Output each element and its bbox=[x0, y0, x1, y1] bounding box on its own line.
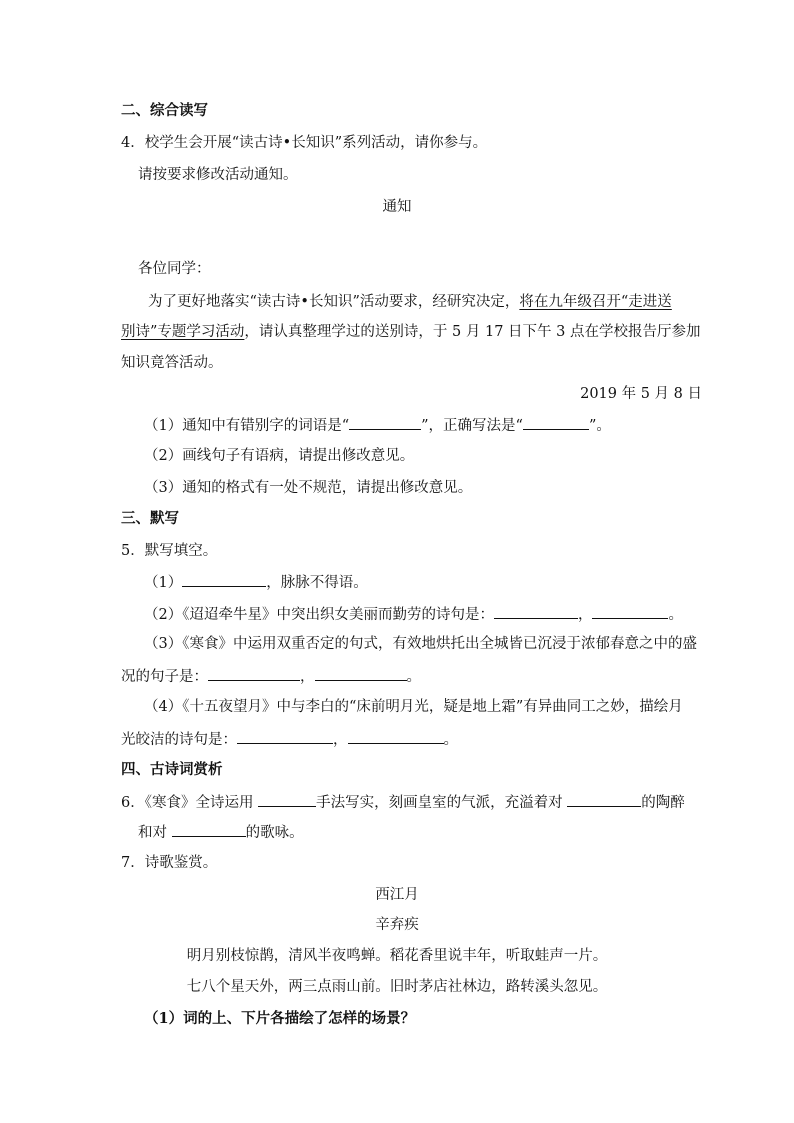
section-heading-2: 二、综合读写 bbox=[121, 102, 208, 119]
sub-question-4-2: （2）画线句子有语病，请提出修改意见。 bbox=[144, 448, 415, 464]
answer-blank[interactable] bbox=[172, 822, 246, 837]
recitation-item-3-line-2 bbox=[121, 666, 421, 687]
question-4-instruction: 请按要求修改活动通知。 bbox=[138, 167, 298, 183]
recitation-item-1 bbox=[144, 572, 368, 593]
question-text: 的歌咏。 bbox=[245, 825, 304, 841]
question-7-sub-1: （1）词的上、下片各描绘了怎样的场景？ bbox=[144, 1010, 416, 1027]
question-text: 和对 bbox=[138, 825, 172, 841]
sub-question-4-3: （3）通知的格式有一处不规范，请提出修改意见。 bbox=[144, 480, 473, 496]
notice-body-line-3: 知识竟答活动。 bbox=[121, 355, 223, 371]
poem-author: 辛弃疾 bbox=[375, 917, 419, 933]
answer-blank[interactable] bbox=[348, 729, 444, 744]
sub-question-text: ”。 bbox=[588, 418, 611, 434]
answer-blank[interactable] bbox=[494, 604, 578, 619]
item-text: ， bbox=[333, 732, 348, 748]
question-text: 6．《寒食》全诗运用 bbox=[121, 795, 259, 811]
question-5-stem: 5．默写填空。 bbox=[121, 543, 218, 559]
notice-title: 通知 bbox=[382, 199, 412, 215]
underlined-sentence-part-2: 别诗”专题学习活动 bbox=[121, 324, 245, 340]
item-text: （1） bbox=[144, 575, 183, 591]
question-7-stem: 7．诗歌鉴赏。 bbox=[121, 855, 218, 871]
notice-body-text: 为了更好地落实“读古诗•长知识”活动要求，经研究决定， bbox=[148, 294, 520, 310]
answer-blank[interactable] bbox=[567, 792, 641, 807]
recitation-item-4-line-2 bbox=[121, 729, 458, 750]
recitation-item-2 bbox=[144, 604, 683, 625]
question-text: 的陶醉 bbox=[641, 795, 685, 811]
answer-blank[interactable] bbox=[349, 415, 421, 430]
answer-blank[interactable] bbox=[237, 729, 333, 744]
item-text: 。 bbox=[443, 732, 458, 748]
item-text: ， bbox=[300, 669, 315, 685]
item-text: 。 bbox=[668, 607, 683, 623]
sub-question-text: （1）通知中有错别字的词语是“ bbox=[144, 418, 350, 434]
answer-blank[interactable] bbox=[592, 604, 668, 619]
item-text: （2）《迢迢牵牛星》中突出织女美丽而勤劳的诗句是： bbox=[144, 607, 494, 623]
recitation-item-3-line-1: （3）《寒食》中运用双重否定的句式，有效地烘托出全城皆已沉浸于浓郁春意之中的盛 bbox=[144, 636, 697, 652]
item-text: 光皎洁的诗句是： bbox=[121, 732, 237, 748]
sub-question-4-1 bbox=[144, 415, 611, 436]
item-text: ，脉脉不得语。 bbox=[266, 575, 368, 591]
notice-body-line-2 bbox=[121, 322, 700, 342]
poem-line-1: 明月别枝惊鹊，清风半夜鸣蝉。稻花香里说丰年，听取蛙声一片。 bbox=[186, 948, 608, 964]
notice-body-line-1 bbox=[148, 292, 672, 312]
item-text: 。 bbox=[406, 669, 421, 685]
notice-body-text: ，请认真整理学过的送别诗，于 5 月 17 日下午 3 点在学校报告厅参加 bbox=[244, 324, 701, 340]
notice-salutation: 各位同学： bbox=[138, 261, 211, 277]
poem-line-2: 七八个星天外，两三点雨山前。旧时茅店社林边，路转溪头忽见。 bbox=[186, 979, 608, 995]
sub-question-text: ”，正确写法是“ bbox=[421, 418, 523, 434]
answer-blank[interactable] bbox=[315, 666, 407, 681]
section-heading-3: 三、默写 bbox=[121, 510, 179, 527]
underlined-sentence-part-1: 将在九年级召开“走进送 bbox=[519, 294, 672, 310]
item-text: ， bbox=[577, 607, 593, 623]
question-6-line-1 bbox=[121, 792, 685, 813]
question-text: 手法写实，刻画皇室的气派，充溢着对 bbox=[316, 795, 568, 811]
item-text: 况的句子是： bbox=[121, 669, 208, 685]
question-4-stem: 4．校学生会开展“读古诗•长知识”系列活动，请你参与。 bbox=[121, 135, 488, 151]
answer-blank[interactable] bbox=[258, 792, 316, 807]
answer-blank[interactable] bbox=[208, 666, 300, 681]
question-6-line-2 bbox=[138, 822, 304, 843]
answer-blank[interactable] bbox=[523, 415, 589, 430]
section-heading-4: 四、古诗词赏析 bbox=[121, 761, 223, 778]
notice-date: 2019 年 5 月 8 日 bbox=[580, 386, 702, 402]
answer-blank[interactable] bbox=[182, 572, 266, 587]
poem-title: 西江月 bbox=[375, 887, 419, 903]
recitation-item-4-line-1: （4）《十五夜望月》中与李白的“床前明月光，疑是地上霜”有异曲同工之妙，描绘月 bbox=[144, 699, 683, 715]
